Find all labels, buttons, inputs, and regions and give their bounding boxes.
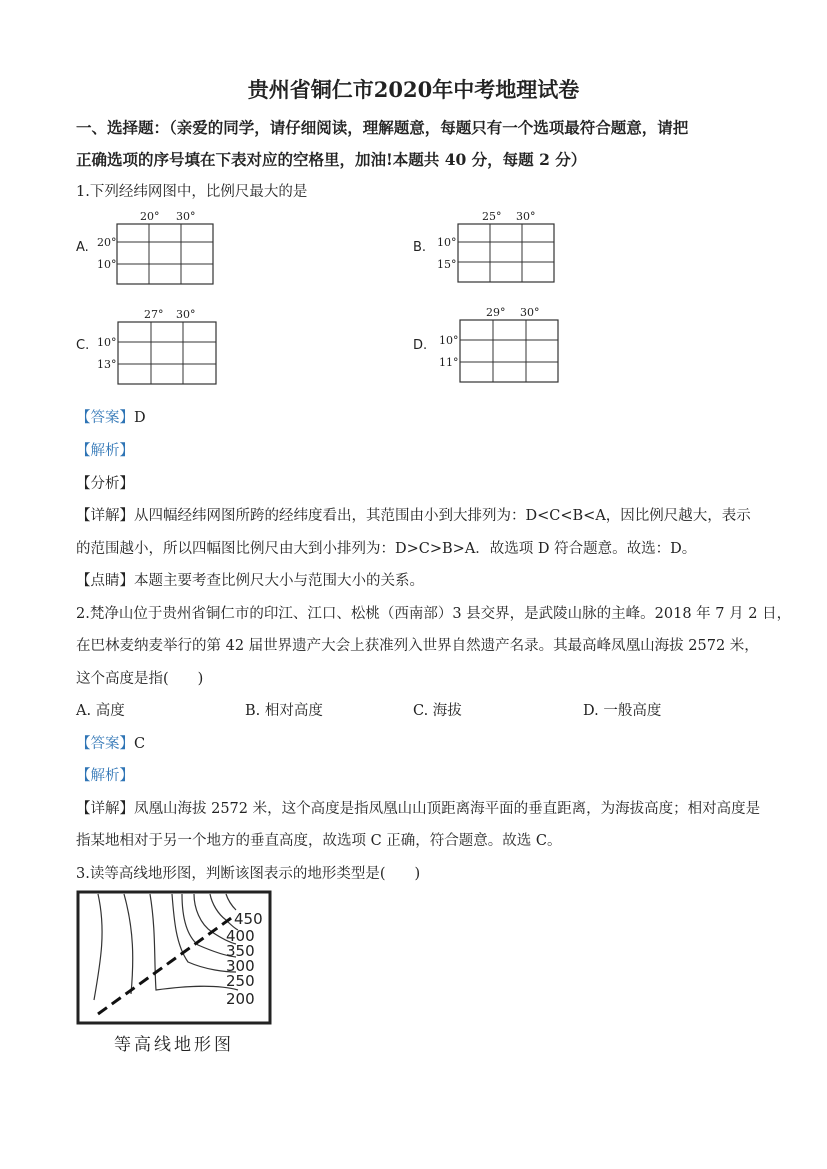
- d-lat-2: 11°: [439, 356, 459, 369]
- q2-stem-line2: 在巴林麦纳麦举行的第 42 届世界遗产大会上获准列入世界自然遗产名录。其最高峰凤凰山海拔 2572 米，: [76, 638, 759, 654]
- q2-detail-line2: 指某地相对于另一个地方的垂直高度，故选项 C 正确，符合题意。故选 C。: [76, 833, 562, 849]
- q1-option-c-graticule: [92, 306, 222, 388]
- contour-label-350: 350: [226, 942, 255, 960]
- contour-label-300: 300: [226, 957, 255, 975]
- d-lon-1: 29°: [486, 306, 506, 319]
- a-lon-1: 20°: [140, 210, 160, 223]
- q3-stem: 3.读等高线地形图，判断该图表示的地形类型是( ): [76, 866, 421, 882]
- a-lat-1: 20°: [97, 236, 117, 249]
- q1-answer-value: D: [134, 410, 146, 426]
- a-lon-2: 30°: [176, 210, 196, 223]
- q1-option-d-label: D.: [413, 338, 428, 353]
- b-lat-2: 15°: [437, 258, 457, 271]
- section-heading-line2: 正确选项的序号填在下表对应的空格里，加油!本题共 40 分，每题 2 分）: [76, 150, 587, 169]
- q1-option-d-graticule: [432, 304, 564, 386]
- b-lat-1: 10°: [437, 236, 457, 249]
- c-lat-2: 13°: [97, 358, 117, 371]
- d-lat-1: 10°: [439, 334, 459, 347]
- contour-label-400: 400: [226, 927, 255, 945]
- q1-option-c-label: C.: [76, 338, 90, 353]
- section-heading-line1: 一、选择题：（亲爱的同学，请仔细阅读，理解题意，每题只有一个选项最符合题意，请把: [76, 118, 689, 137]
- q1-stem: 1.下列经纬网图中，比例尺最大的是: [76, 184, 308, 200]
- q1-fenxi: 【分析】: [76, 476, 134, 492]
- q2-stem-line3: 这个高度是指( ): [76, 671, 204, 687]
- contour-map-caption: 等高线地形图: [114, 1035, 234, 1055]
- b-lon-1: 25°: [482, 210, 502, 223]
- q2-answer-value: C: [134, 736, 146, 752]
- page-title: 贵州省铜仁市2020年中考地理试卷: [247, 77, 580, 102]
- c-lon-1: 27°: [144, 308, 164, 321]
- q1-analysis-tag: 【解析】: [76, 443, 134, 459]
- c-lon-2: 30°: [176, 308, 196, 321]
- q2-answer-tag: 【答案】: [76, 736, 134, 752]
- contour-label-250: 250: [226, 972, 255, 990]
- d-lon-2: 30°: [520, 306, 540, 319]
- q2-option-d: D. 一般高度: [583, 703, 662, 719]
- contour-label-450: 450: [234, 910, 263, 928]
- contour-map: [76, 890, 276, 1028]
- q1-answer-tag: 【答案】: [76, 410, 134, 426]
- q2-option-b: B. 相对高度: [245, 703, 323, 719]
- q2-option-a: A. 高度: [76, 703, 125, 719]
- contour-label-200: 200: [226, 990, 255, 1008]
- q2-stem-line1: 2.梵净山位于贵州省铜仁市的印江、江口、松桃（西南部）3 县交界，是武陵山脉的主峰。2018 年 7 月 2 日，: [76, 606, 792, 622]
- q1-detail-line2: 的范围越小，所以四幅图比例尺由大到小排列为：D>C>B>A．故选项 D 符合题意。故选：D。: [76, 541, 697, 557]
- q2-analysis-tag: 【解析】: [76, 768, 134, 784]
- q1-option-b-graticule: [432, 208, 562, 290]
- q1-option-b-label: B.: [413, 240, 427, 255]
- q1-detail-line1: 【详解】从四幅经纬网图所跨的经纬度看出，其范围由小到大排列为：D<C<B<A，因比例尺越大，表示: [76, 508, 751, 524]
- q2-answer: [76, 732, 145, 753]
- q1-dianjing: 【点睛】本题主要考查比例尺大小与范围大小的关系。: [76, 573, 424, 589]
- q2-option-c: C. 海拔: [413, 703, 462, 719]
- c-lat-1: 10°: [97, 336, 117, 349]
- q1-option-a-graticule: [92, 208, 222, 290]
- q2-detail-line1: 【详解】凤凰山海拔 2572 米，这个高度是指凤凰山山顶距离海平面的垂直距离，为海拔高度；相对高度是: [76, 801, 761, 817]
- q1-answer: [76, 406, 146, 427]
- q1-option-a-label: A.: [76, 240, 89, 255]
- b-lon-2: 30°: [516, 210, 536, 223]
- a-lat-2: 10°: [97, 258, 117, 271]
